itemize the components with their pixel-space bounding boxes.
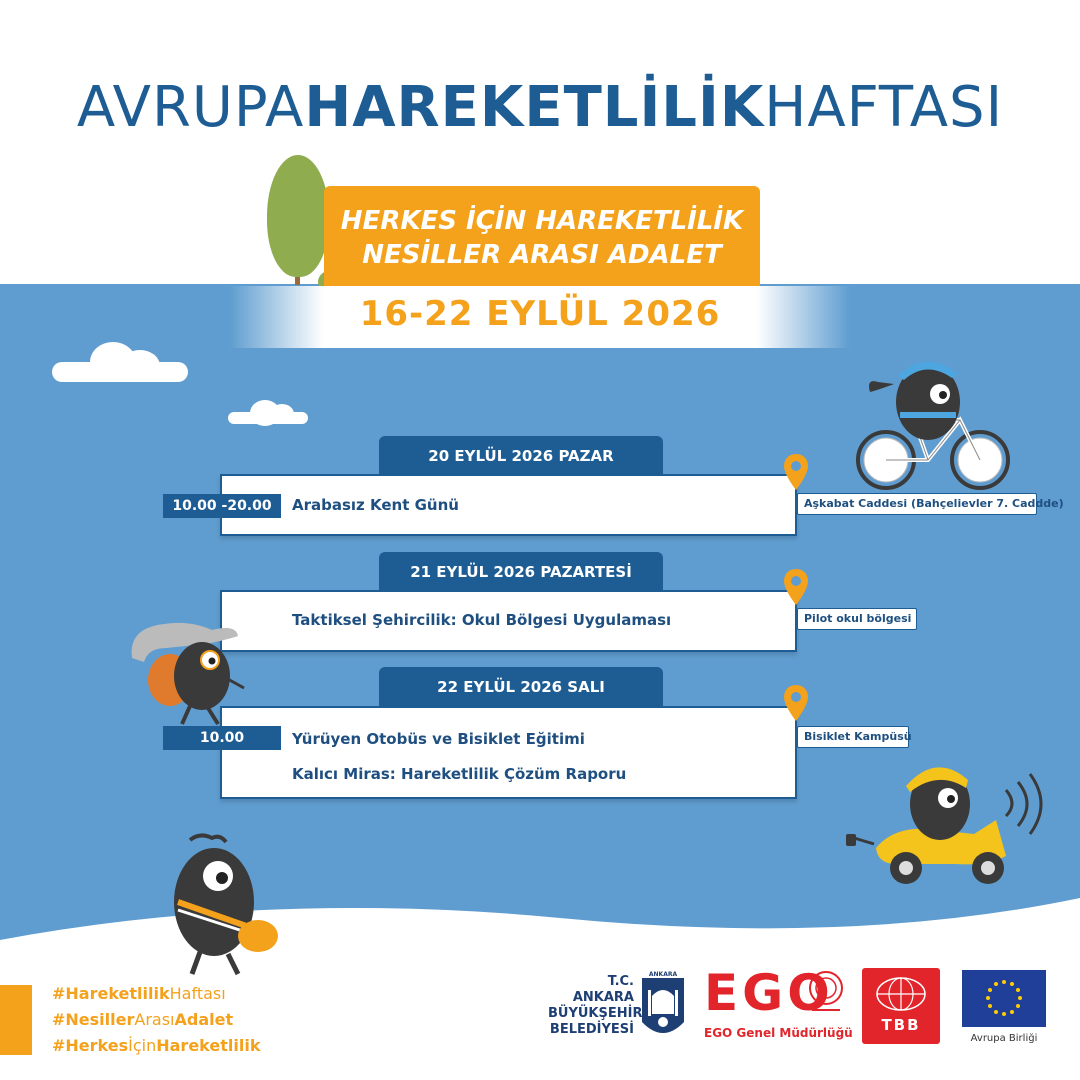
location-pin-icon: [783, 684, 809, 722]
hashtag-1-regular: Haftası: [169, 984, 226, 1003]
title-part-haftasi: HAFTASI: [764, 75, 1004, 140]
hashtag-3-bold-2: Hareketlilik: [156, 1036, 261, 1055]
hashtag-2-bold: #Nesiller: [52, 1010, 135, 1029]
location-label-1: Aşkabat Caddesi (Bahçelievler 7. Caddde): [797, 493, 1037, 515]
cloud-icon: [52, 362, 188, 382]
ankara-emblem-icon: [640, 970, 686, 1044]
ankara-line-2: ANKARA: [572, 990, 634, 1005]
day-panel-3: [220, 706, 797, 799]
ego-logo-word: EGO: [704, 964, 834, 1022]
hashtag-2-bold-2: Adalet: [174, 1010, 234, 1029]
hashtag-1-bold: #Hareketlilik: [52, 984, 170, 1003]
event-title-2: Taktiksel Şehircilik: Okul Bölgesi Uygulaması: [292, 611, 672, 629]
hashtag-2: [52, 1008, 233, 1032]
hashtag-3-bold: #Herkes: [52, 1036, 129, 1055]
tree-icon: [267, 155, 329, 277]
hashtag-2-regular: Arası: [134, 1010, 175, 1029]
event-title-3: Yürüyen Otobüs ve Bisiklet Eğitimi: [292, 730, 585, 748]
ego-logo-subtitle: EGO Genel Müdürlüğü: [704, 1026, 853, 1040]
title-part-avrupa: AVRUPA: [76, 75, 305, 140]
event-title-4: Kalıcı Miras: Hareketlilik Çözüm Raporu: [292, 765, 627, 783]
slogan-line-1: HERKES İÇİN HAREKETLİLİK: [340, 206, 744, 236]
scooter-rider-character: [846, 756, 1050, 894]
tbb-logo-word: TBB: [881, 1016, 921, 1034]
ankara-emblem-label: ANKARA: [648, 971, 678, 978]
location-label-3: Bisiklet Kampüsü: [797, 726, 909, 748]
hashtag-1: [52, 982, 226, 1006]
hashtag-3: [52, 1034, 260, 1058]
location-pin-icon: [783, 453, 809, 491]
event-time-3: 10.00: [163, 726, 281, 750]
ankara-line-3: BÜYÜKŞEHİR: [548, 1006, 643, 1021]
date-range: 16-22 EYLÜL 2026: [359, 294, 721, 334]
location-label-2: Pilot okul bölgesi: [797, 608, 917, 630]
day-header-2: 21 EYLÜL 2026 PAZARTESİ: [379, 552, 663, 592]
cloud-icon-small: [228, 412, 308, 424]
location-pin-icon: [783, 568, 809, 606]
ego-emblem-icon: [808, 968, 844, 1016]
tbb-globe-icon: [874, 972, 928, 1012]
ankara-line-1: T.C.: [607, 974, 634, 989]
event-title-1: Arabasız Kent Günü: [292, 496, 459, 514]
page-title: [0, 72, 1080, 144]
day-header-3: 22 EYLÜL 2026 SALI: [379, 667, 663, 707]
event-time-1: 10.00 -20.00: [163, 494, 281, 518]
ankara-line-4: BELEDİYESİ: [549, 1022, 634, 1037]
eu-logo-label: Avrupa Birliği: [970, 1033, 1038, 1044]
cyclist-character: [848, 348, 1014, 494]
slogan-line-2: NESİLLER ARASI ADALET: [362, 240, 722, 270]
date-range-band: [230, 286, 850, 348]
hashtag-3-regular: İçin: [128, 1036, 157, 1055]
slogan-box: [324, 186, 760, 286]
ankara-logo-text: [548, 974, 643, 1038]
hiker-character: [126, 618, 256, 728]
eu-flag-icon: [962, 970, 1046, 1027]
hashtag-accent-bar: [0, 985, 32, 1055]
title-part-hareketlilik: HAREKETLİLİK: [304, 75, 765, 140]
day-header-1: 20 EYLÜL 2026 PAZAR: [379, 436, 663, 476]
walker-character: [160, 832, 290, 978]
